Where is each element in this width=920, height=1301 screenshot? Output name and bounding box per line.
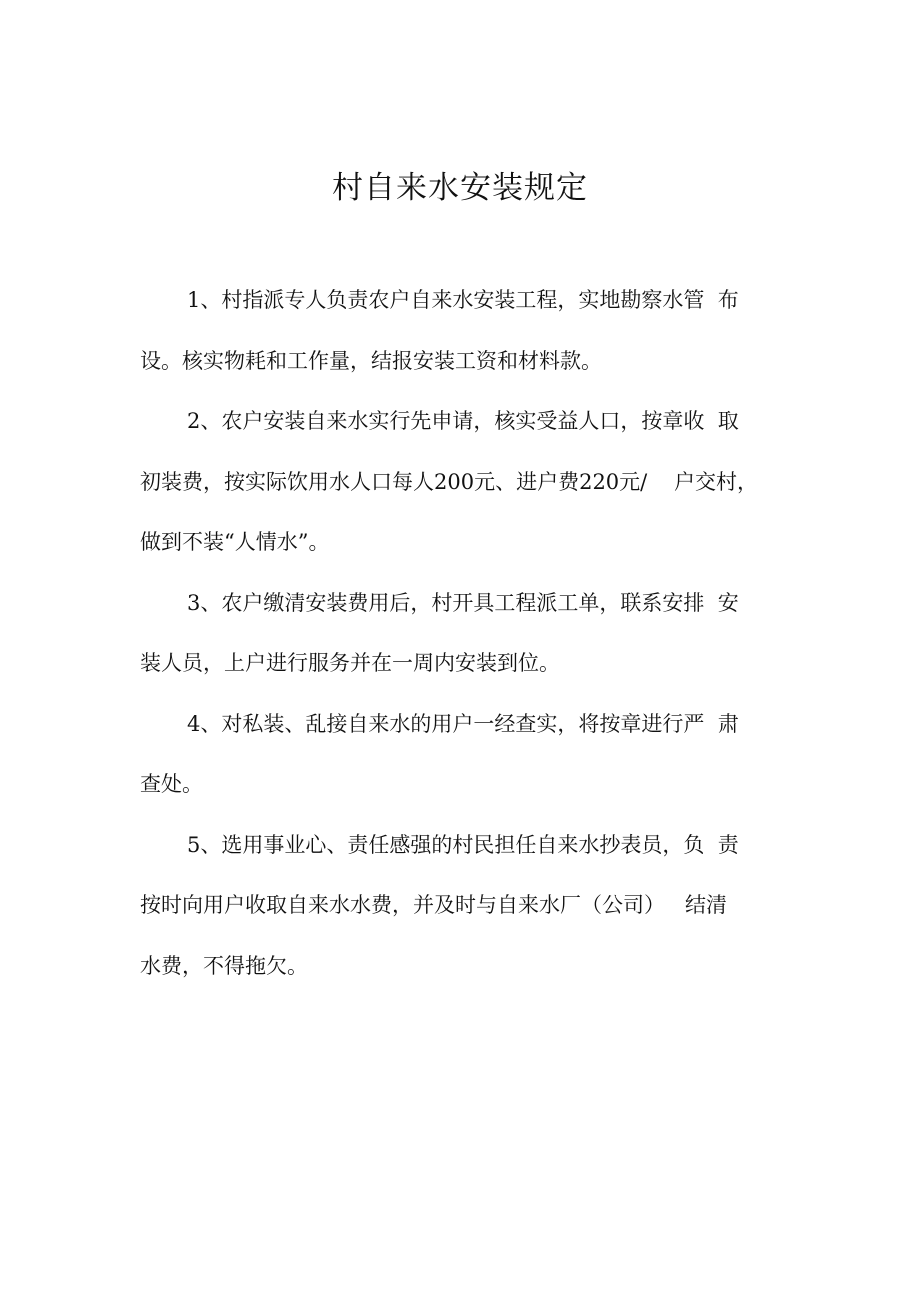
paragraph-3	[140, 573, 790, 694]
paragraph-line: 做到不装“人情水”。	[140, 530, 330, 554]
paragraph-line: 设。核实物耗和工作量，结报安装工资和材料款。	[140, 348, 602, 373]
paragraph-line: 水费，不得拖欠。	[140, 953, 308, 978]
paragraph-line: 初装费，按实际饮用水人口每人200元、进户费220元/ 户交村，	[140, 469, 758, 494]
paragraph-line: 查处。	[140, 772, 203, 796]
paragraph-line: 2、农户安装自来水实行先申请，核实受益人口，按章收 取	[187, 409, 739, 433]
document-body	[140, 270, 790, 996]
paragraph-line: 装人员，上户进行服务并在一周内安装到位。	[140, 651, 560, 675]
paragraph-line: 1、村指派专人负责农户自来水安装工程，实地勘察水管 布	[187, 288, 739, 312]
document-title: 村自来水安装规定	[332, 170, 588, 206]
paragraph-5	[140, 815, 790, 997]
paragraph-line: 5、选用事业心、责任感强的村民担任自来水抄表员，负 责	[187, 832, 739, 857]
paragraph-line: 4、对私装、乱接自来水的用户一经查实，将按章进行严 肃	[187, 711, 739, 736]
paragraph-line: 3、农户缴清安装费用后，村开具工程派工单，联系安排 安	[187, 590, 739, 615]
paragraph-4	[140, 694, 790, 815]
paragraph-line: 按时向用户收取自来水水费，并及时与自来水厂（公司） 结清	[140, 893, 728, 917]
paragraph-1	[140, 270, 790, 391]
paragraph-2	[140, 391, 790, 573]
